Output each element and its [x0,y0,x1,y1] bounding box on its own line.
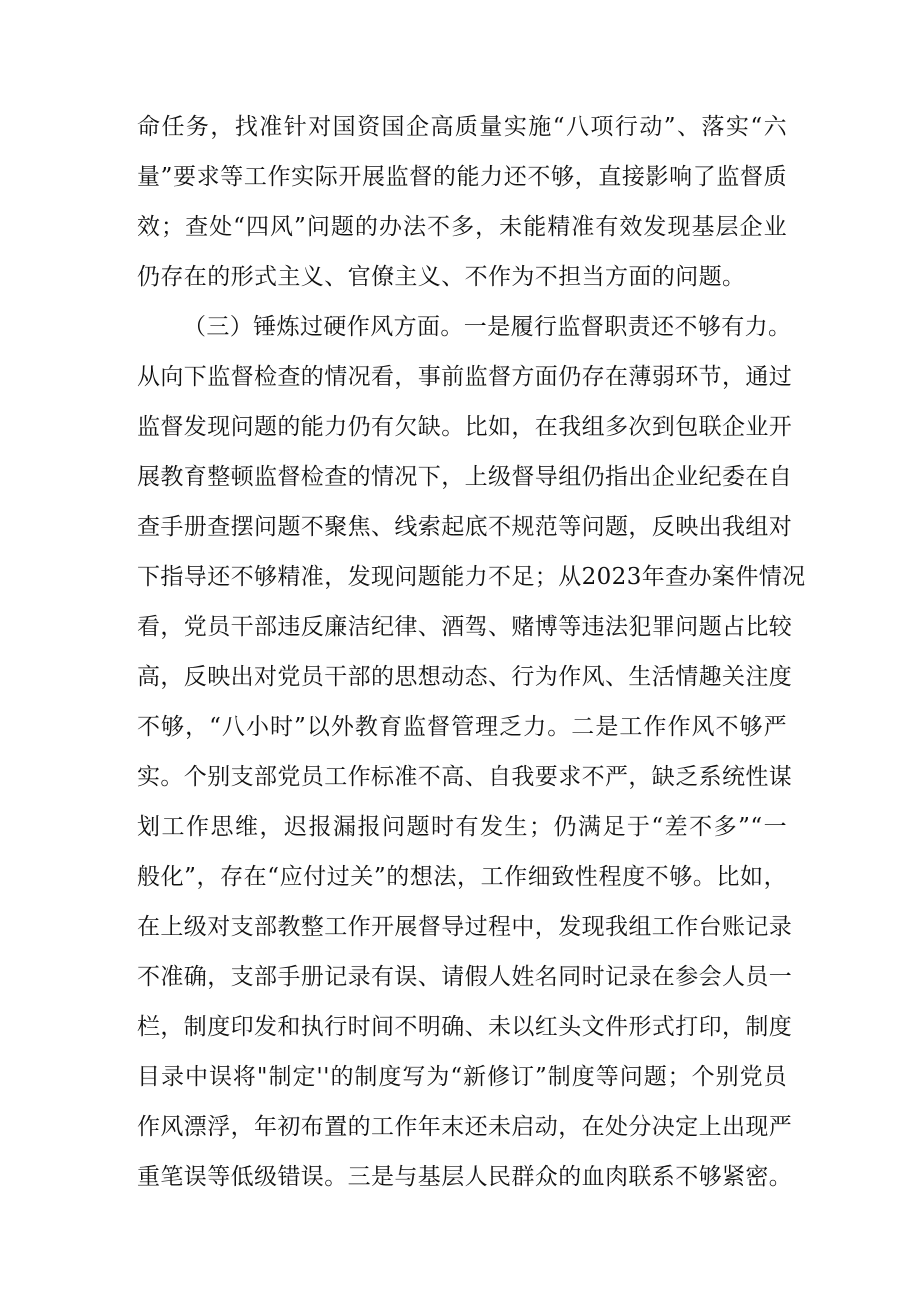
paragraph-2-line-4: 展教育整顿监督检查的情况下，上级督导组仍指出企业纪委在自 [137,464,793,490]
paragraph-2-line-17: 作风漂浮，年初布置的工作年末还未启动，在处分决定上出现严 [137,1114,793,1140]
paragraph-1-line-4: 仍存在的形式主义、官僚主义、不作为不担当方面的问题。 [137,264,746,290]
paragraph-2-line-3: 监督发现问题的能力仍有欠缺。比如，在我组多次到包联企业开 [137,414,793,440]
paragraph-2-line-12: 般化”，存在“应付过关”的想法，工作细致性程度不够。比如， [137,864,787,890]
paragraph-2-line-10: 实。个别支部党员工作标准不高、自我要求不严，缺乏系统性谋 [137,764,793,790]
paragraph-2-line-5: 查手册查摆问题不聚焦、线索起底不规范等问题，反映出我组对 [137,514,793,540]
paragraph-2-line-1: （三）锤炼过硬作风方面。一是履行监督职责还不够有力。 [183,314,792,340]
paragraph-1-line-3: 效；查处“四风”问题的办法不多，未能精准有效发现基层企业 [137,214,787,240]
paragraph-2-line-9: 不够，“八小时”以外教育监督管理乏力。二是工作作风不够严 [137,714,787,740]
paragraph-2-line-14: 不准确，支部手册记录有误、请假人姓名同时记录在参会人员一 [137,964,793,990]
paragraph-2-line-6: 下指导还不够精准，发现问题能力不足；从2023年查办案件情况 [137,564,806,590]
paragraph-2-line-7: 看，党员干部违反廉洁纪律、酒驾、赌博等违法犯罪问题占比较 [137,614,793,640]
paragraph-2-line-18: 重笔误等低级错误。三是与基层人民群众的血肉联系不够紧密。 [137,1164,793,1190]
paragraph-2-line-2: 从向下监督检查的情况看，事前监督方面仍存在薄弱环节，通过 [137,364,793,390]
paragraph-2-line-13: 在上级对支部教整工作开展督导过程中，发现我组工作台账记录 [137,914,793,940]
paragraph-2-line-8: 高，反映出对党员干部的思想动态、行为作风、生活情趣关注度 [137,664,793,690]
paragraph-2-line-16: 目录中误将"制定''的制度写为“新修订”制度等问题；个别党员 [137,1064,787,1090]
paragraph-2-line-15: 栏，制度印发和执行时间不明确、未以红头文件形式打印，制度 [137,1014,793,1040]
paragraph-2-line-11: 划工作思维，迟报漏报问题时有发生；仍满足于“差不多”“一 [137,814,787,840]
paragraph-1-line-2: 量”要求等工作实际开展监督的能力还不够，直接影响了监督质 [137,164,787,190]
paragraph-1-line-1: 命任务，找准针对国资国企高质量实施“八项行动”、落实“六 [137,114,787,140]
